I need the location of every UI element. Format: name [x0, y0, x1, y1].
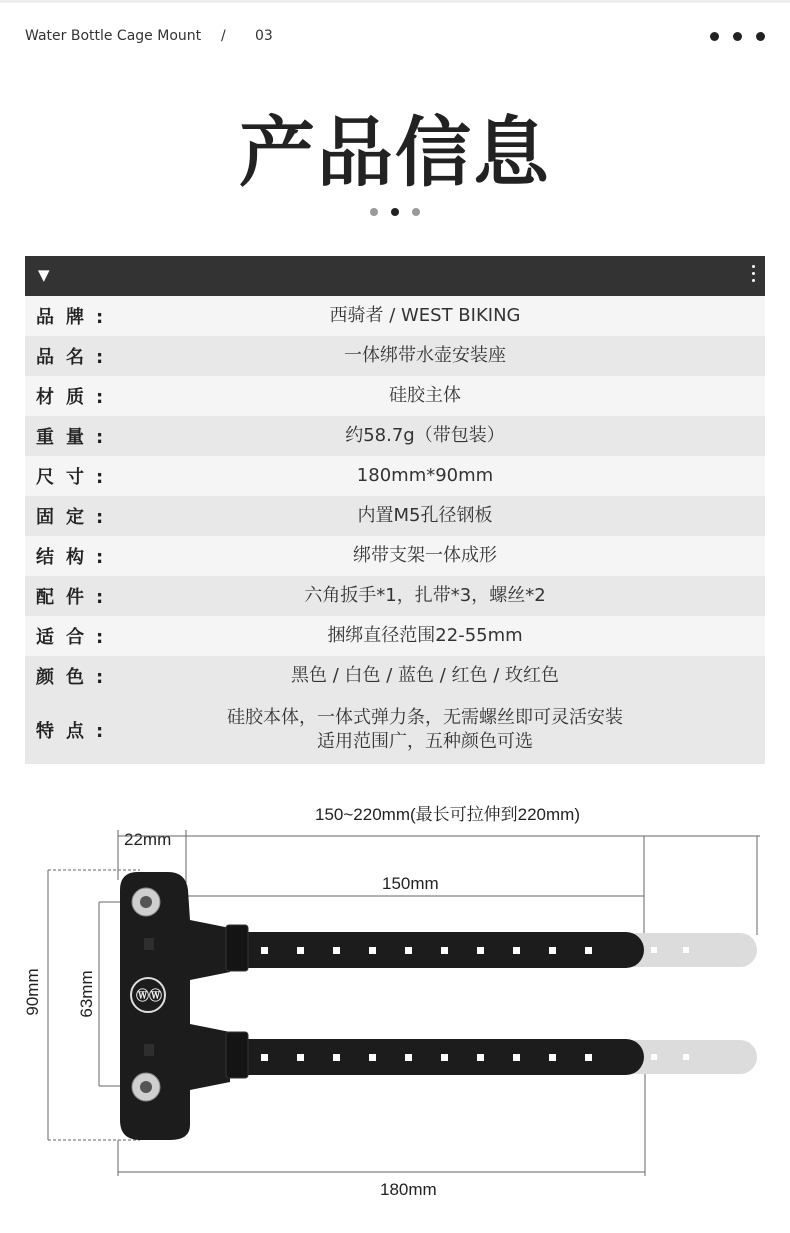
dimension-diagram — [0, 790, 790, 1210]
vertical-menu-icon[interactable] — [752, 265, 755, 282]
product-drawing — [0, 790, 790, 1210]
spec-row-features — [25, 696, 765, 764]
spec-label: 适合: — [36, 627, 116, 648]
pager-dot[interactable] — [370, 208, 378, 216]
spec-row — [25, 496, 765, 536]
spec-value: 绑带支架一体成形 — [353, 545, 497, 566]
spec-value: 一体绑带水壶安装座 — [344, 345, 506, 366]
spec-row — [25, 296, 765, 336]
breadcrumb: Water Bottle Cage Mount — [25, 28, 202, 44]
spec-value: 西骑者 / WEST BIKING — [329, 305, 521, 326]
breadcrumb-separator: / — [221, 28, 226, 44]
page-number: 03 — [255, 28, 273, 44]
pager-dots — [0, 208, 790, 216]
total-length-label: 180mm — [380, 1180, 437, 1199]
spec-value: 硅胶主体 — [389, 385, 461, 406]
spec-value: 捆绑直径范围22-55mm — [327, 625, 523, 646]
spec-value: 内置M5孔径钢板 — [357, 505, 493, 526]
spec-table-header — [25, 256, 765, 296]
features-line-2: 适用范围广，五种颜色可选 — [317, 731, 533, 752]
spec-label: 固定: — [36, 507, 116, 528]
spec-value: 180mm*90mm — [356, 465, 494, 486]
spec-row — [25, 416, 765, 456]
page-title: 产品信息 — [239, 108, 551, 197]
spec-row — [25, 336, 765, 376]
collapse-triangle-icon[interactable]: ▼ — [38, 266, 50, 284]
spec-label: 材质: — [36, 387, 116, 408]
top-divider — [0, 0, 790, 3]
spec-label: 尺寸: — [36, 467, 116, 488]
spec-label: 结构: — [36, 547, 116, 568]
pager-dot[interactable] — [412, 208, 420, 216]
more-options-icon[interactable] — [710, 32, 765, 41]
strap-length-label: 150mm — [382, 874, 439, 893]
spec-row — [25, 616, 765, 656]
total-height-label: 90mm — [23, 968, 42, 1016]
features-line-1: 硅胶本体，一体式弹力条，无需螺丝即可灵活安装 — [227, 707, 623, 728]
spec-row — [25, 536, 765, 576]
spec-label: 配件: — [36, 587, 116, 608]
spec-value: 六角扳手*1，扎带*3，螺丝*2 — [304, 585, 546, 606]
spec-row — [25, 576, 765, 616]
spec-row — [25, 376, 765, 416]
spec-table — [25, 256, 765, 764]
spec-row — [25, 656, 765, 696]
stretch-length-label: 150~220mm(最长可拉伸到220mm) — [315, 805, 580, 824]
spec-label: 品名: — [36, 347, 116, 368]
spec-label: 重量: — [36, 427, 116, 448]
spec-label: 特点: — [36, 721, 116, 742]
spec-value: 黑色 / 白色 / 蓝色 / 红色 / 玫红色 — [290, 665, 560, 686]
spec-row — [25, 456, 765, 496]
spec-value: 约58.7g（带包装） — [345, 425, 505, 446]
brand-logo-icon: ⓌⓌ — [136, 988, 163, 1003]
spec-label: 颜色: — [36, 667, 116, 688]
pager-dot-active[interactable] — [391, 208, 399, 216]
hole-spacing-label: 63mm — [77, 970, 96, 1018]
mount-body — [120, 872, 644, 1140]
base-width-label: 22mm — [124, 830, 172, 849]
spec-label: 品牌: — [36, 307, 116, 328]
top-bar — [25, 28, 765, 48]
spec-value — [25, 706, 765, 754]
